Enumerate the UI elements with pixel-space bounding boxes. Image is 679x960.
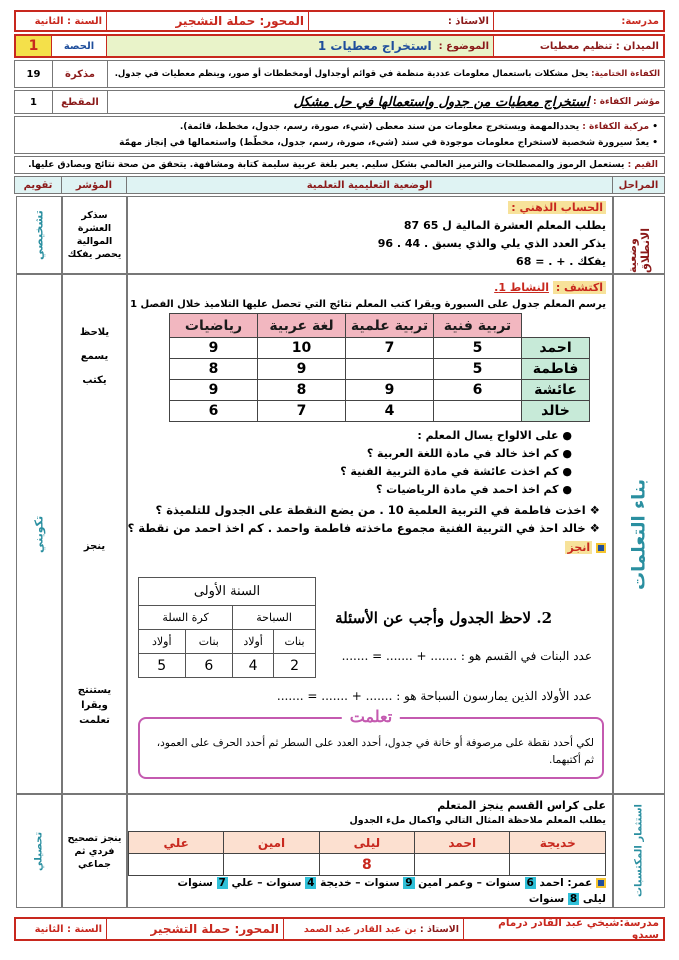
session-label-cell: [51, 36, 106, 56]
ex2-question-1: عدد البنات في القسم هو : ....... + ....... = .......: [341, 649, 592, 663]
topic-label: الموضوع :: [438, 40, 489, 52]
axis-value: حملة التشجير: [175, 14, 256, 28]
age-number: 8: [569, 893, 578, 905]
segment-value: 1: [30, 96, 37, 108]
launch-line-2: يذكر العدد الذي يلي والذي يسبق . 44 . 96: [377, 237, 606, 250]
invest-evaluation: تحصيلي: [33, 831, 45, 871]
session-value-cell: [16, 36, 51, 56]
ind-conclude: يستنتج ويقرا تعلمت: [77, 685, 112, 726]
ind-do: ينجز: [83, 541, 106, 552]
marks-cell: [434, 401, 522, 422]
question-item: ● كم اخذت عائشة في مادة التربية الفنية ؟: [340, 465, 572, 478]
achieve-line: [565, 541, 606, 554]
ages-text: سنوات – خديجة: [320, 877, 400, 889]
ages-text: سنوات: [177, 877, 213, 889]
col-evaluation: تقويم: [23, 179, 53, 191]
lesson-sheet: [14, 10, 665, 945]
small-table-sub: بنات: [274, 630, 316, 654]
question-item: ● كم اخذ احمد في مادة الرياضيات ؟: [375, 483, 572, 496]
marks-cell: 10: [258, 338, 346, 359]
session-value: 1: [28, 38, 39, 54]
small-table-value: 6: [185, 654, 233, 678]
ages-cell: [129, 854, 224, 876]
marks-cell: 9: [170, 380, 258, 401]
marks-row-name: فاطمة: [522, 359, 590, 380]
ages-text: ليلى: [582, 893, 606, 905]
ex2-title: [335, 609, 552, 627]
marks-cell: 9: [170, 338, 258, 359]
memo-label-cell: [52, 61, 107, 87]
pencil-icon: [596, 878, 606, 888]
indicator-cell: [107, 91, 664, 113]
marks-table: [169, 313, 590, 422]
invest-stage: استثمار المكتسبات: [633, 804, 645, 898]
marks-cell: 5: [434, 359, 522, 380]
learned-title: تعلمت: [342, 707, 400, 726]
launch-line-3: يفكك . + . = 68: [516, 255, 606, 268]
footer-axis-cell: [106, 919, 283, 939]
activity-intro: يرسم المعلم جدول على السبورة ويقرا كتب المعلم نتائج التي تحصل عليها التلاميذ خلال الفصل 1: [130, 299, 606, 310]
domain-value: تنظيم معطيات: [539, 40, 613, 52]
mental-calc-title: الحساب الذهني :: [508, 201, 606, 214]
ages-text: عمر: احمد: [539, 877, 593, 889]
values-row: [14, 156, 665, 174]
launch-content-cell: [127, 196, 613, 274]
marks-cell: 9: [258, 359, 346, 380]
invest-content-cell: [127, 794, 613, 908]
col-situation: الوضعية التعليمية التعلمية: [126, 177, 612, 193]
axis-label: المحور:: [259, 14, 304, 28]
marks-corner: [522, 314, 590, 338]
footer-teacher-label: الاستاذ :: [419, 923, 459, 935]
small-table-sub: بنات: [185, 630, 233, 654]
school-cell: [493, 12, 663, 30]
build-content-cell: [127, 274, 613, 794]
task-text: اخذت فاطمة في التربية العلمية 10 . من يضع النقطة على الجدول للتلميذة ؟: [155, 503, 586, 517]
marks-cell: 8: [258, 380, 346, 401]
age-number: 4: [307, 877, 315, 889]
ages-text: سنوات – علي: [231, 877, 302, 889]
marks-header-row: [170, 314, 590, 338]
build-indicator-cell: [62, 274, 127, 794]
component-label: مركبة الكفاءة :: [582, 122, 650, 132]
axis-cell: [106, 12, 308, 30]
indicator-label: مؤشر الكفاءة :: [593, 97, 660, 107]
questions-intro-text: على الالواح يسال المعلم :: [417, 429, 559, 442]
footer-teacher-cell: [283, 919, 463, 939]
question-item: ● كم اخذ خالد في مادة اللغة العربية ؟: [366, 447, 572, 460]
build-stage-cell: [613, 274, 665, 794]
ages-header: ليلى: [319, 832, 414, 854]
topic-value: استخراج معطيات 1: [317, 39, 432, 53]
component-text-2: يعدّ سيرورة شخصية لاستخراج معلومات موجودة في سند (شيء، صورة، رسم، جدول، مخطّط) واستعمالها في إنجاز مهمّة: [119, 138, 650, 148]
marks-header: تربية علمية: [346, 314, 434, 338]
ages-header: علي: [129, 832, 224, 854]
marks-cell: 6: [170, 401, 258, 422]
ex2-title-text: لاحظ الجدول وأجب عن الأسئلة: [335, 609, 532, 627]
memo-label: مذكرة: [65, 68, 95, 80]
ages-header: خديجة: [510, 832, 606, 854]
footer-axis-label: المحور:: [234, 922, 279, 936]
footer-school-cell: [463, 919, 663, 939]
marks-cell: [346, 359, 434, 380]
marks-cell: 7: [258, 401, 346, 422]
marks-row-name: خالد: [522, 401, 590, 422]
header-row: [14, 10, 665, 32]
question-text: كم اخذت عائشة في مادة التربية الفنية ؟: [340, 465, 559, 478]
ages-cell: 8: [319, 854, 414, 876]
ages-cell: [415, 854, 510, 876]
marks-header: لغة عربية: [258, 314, 346, 338]
small-table: [138, 577, 316, 678]
footer-teacher-name: بن عبد القادر عبد الصمد: [303, 923, 417, 935]
ages-text: سنوات: [528, 893, 565, 905]
small-table-group: كرة السلة: [139, 606, 233, 630]
footer-row: [14, 917, 665, 941]
marks-header: تربية فنية: [434, 314, 522, 338]
footer-axis-value: حملة التشجير: [150, 922, 231, 936]
small-table-value: 5: [139, 654, 186, 678]
year-label: السنة : الثانية: [34, 15, 102, 27]
launch-stage: وضعية الانطلاق: [626, 228, 652, 273]
indicator-row: [14, 90, 665, 114]
col-indicator: المؤشر: [61, 177, 126, 193]
discover-label: اكتشف :: [553, 281, 606, 294]
topic-cell: [106, 36, 493, 56]
component-text-1: يحددالمهمة ويستخرج معلومات من سند معطى (شيء، صورة، رسم، جدول، مخطط، قائمة).: [179, 122, 580, 132]
marks-row: [170, 359, 590, 380]
marks-cell: 7: [346, 338, 434, 359]
final-label: الكفاءة الختامية:: [591, 69, 660, 79]
segment-value-cell: [15, 91, 52, 113]
domain-row: [14, 34, 665, 58]
marks-row: [170, 338, 590, 359]
values-label: القيم :: [627, 160, 658, 170]
invest-line-1: على كراس القسم ينجز المتعلم: [437, 799, 606, 812]
ex2-number: 2.: [536, 609, 552, 627]
col-stages: المراحل: [612, 177, 664, 193]
domain-cell: [493, 36, 663, 56]
activity-label: النشاط 1.: [494, 281, 549, 294]
achieve-label: انجز: [567, 541, 591, 554]
column-header-row: [14, 176, 665, 194]
marks-cell: 4: [346, 401, 434, 422]
build-evaluation: تكويني: [32, 515, 46, 553]
ages-value-row: [129, 854, 606, 876]
launch-indicator-cell: [62, 196, 127, 274]
build-eval-cell: [16, 274, 62, 794]
age-number: 7: [218, 877, 226, 889]
footer-year-cell: [16, 919, 106, 939]
age-number: 6: [526, 877, 534, 889]
segment-label: المقطع: [61, 96, 99, 108]
teacher-cell: [308, 12, 493, 30]
learned-text: لكي أحدد نقطة على مرصوفة أو خانة في جدول، أحدد العدد على السطر ثم أحدد الحرف على العمود، ثم أكتبهما.: [156, 737, 594, 766]
task-item: ❖ اخذت فاطمة في التربية العلمية 10 . من يضع النقطة على الجدول للتلميذة ؟: [155, 503, 600, 517]
ind-write: يكتب: [82, 375, 107, 386]
learned-box: [138, 707, 604, 779]
age-number: 9: [405, 877, 413, 889]
values-text: يستعمل الرموز والمصطلحات والترميز العالمي بشكل سليم. يعبر بلغة عربية سليمة كتابة ومشافهة. يتحقق من صحة نتائج ويصادق عليها.: [28, 160, 625, 170]
task-item: ❖ خالد احذ في التربية الفنية مجموع ماخذته فاطمة واحمد . كم اخذ احمد من نقطة ؟: [127, 521, 600, 535]
small-table-group: السباحة: [233, 606, 316, 630]
question-text: كم اخذ خالد في مادة اللغة العربية ؟: [366, 447, 559, 460]
final-text: يحل مشكلات باستعمال معلومات عددية منظمة في قوائم أوجداول أومخططات أو صور، وينظم معطيات في جدول.: [114, 69, 589, 79]
launch-stage-cell: [613, 196, 665, 274]
ind-observe: يلاحظ: [79, 327, 110, 338]
marks-row-name: عائشة: [522, 380, 590, 401]
questions-intro: ● على الالواح يسال المعلم :: [417, 429, 572, 442]
small-table-value: 4: [233, 654, 274, 678]
pencil-icon: [596, 543, 606, 553]
segment-label-cell: [52, 91, 107, 113]
invest-stage-cell: [613, 794, 665, 908]
session-label: الحصة: [63, 40, 95, 52]
component-row: [14, 116, 665, 154]
ages-header: امين: [224, 832, 319, 854]
final-competence-cell: [107, 61, 664, 87]
component-line-1: • مركبة الكفاءة : يحددالمهمة ويستخرج معلومات من سند معطى (شيء، صورة، رسم، جدول، مخطط، قائمة).: [179, 122, 658, 132]
final-competence-row: [14, 60, 665, 88]
ages-cell: [510, 854, 606, 876]
year-cell: [16, 12, 106, 30]
invest-eval-cell: [16, 794, 62, 908]
small-table-sub: أولاد: [139, 630, 186, 654]
invest-line-2: يطلب المعلم ملاحظة المثال التالي واكمال ملء الجدول: [349, 815, 606, 826]
small-table-value: 2: [274, 654, 316, 678]
launch-eval-cell: [16, 196, 62, 274]
footer-year: السنة : الثانية: [34, 923, 102, 935]
small-table-sub: أولاد: [233, 630, 274, 654]
task-text: خالد احذ في التربية الفنية مجموع ماخذته فاطمة واحمد . كم اخذ احمد من نقطة ؟: [127, 521, 586, 535]
component-line-2: • يعدّ سيرورة شخصية لاستخراج معلومات موجودة في سند (شيء، صورة، رسم، جدول، مخطّط) واستعمالها في إنجاز مهمّة: [119, 138, 658, 148]
marks-cell: 6: [434, 380, 522, 401]
footer-school: مدرسة:شيخي عبد القادر درمام سيدو: [498, 917, 659, 941]
domain-label: الميدان :: [615, 40, 659, 52]
marks-row: [170, 401, 590, 422]
indicator-text: استخراج معطيات من جدول واستعمالها في حل مشكل: [293, 94, 590, 110]
marks-cell: 9: [346, 380, 434, 401]
ages-header-row: [129, 832, 606, 854]
ind-listen: يسمع: [80, 351, 109, 362]
marks-cell: 8: [170, 359, 258, 380]
ages-line-1: [178, 877, 606, 889]
launch-line-1: يطلب المعلم العشرة المالية ل 65 87: [403, 219, 606, 232]
discover-line: [494, 281, 606, 294]
marks-row: [170, 380, 590, 401]
ages-header: احمد: [415, 832, 510, 854]
marks-cell: 5: [434, 338, 522, 359]
marks-header: رياضيات: [170, 314, 258, 338]
ages-table: [128, 831, 606, 876]
memo-value-cell: [15, 61, 52, 87]
school-label: مدرسة:: [621, 15, 659, 27]
invest-indicator: ينجز تصحيح فردي ثم جماعي: [67, 832, 122, 870]
memo-value: 19: [26, 68, 41, 80]
ages-text: سنوات – وعمر امين: [418, 877, 521, 889]
teacher-label: الاستاذ :: [447, 15, 489, 27]
question-text: كم اخذ احمد في مادة الرياضيات ؟: [375, 483, 559, 496]
ages-cell: [224, 854, 319, 876]
small-table-title: السنة الأولى: [139, 578, 316, 606]
marks-row-name: احمد: [522, 338, 590, 359]
ages-line-2: [529, 893, 606, 905]
invest-indicator-cell: [62, 794, 127, 908]
launch-evaluation: تشخيصي: [32, 210, 46, 260]
build-stage: بناء التعلمات: [628, 478, 650, 590]
ex2-question-2: عدد الأولاد الذين يمارسون السباحة هو : ....... + ....... = .......: [276, 689, 592, 703]
launch-indicator: سذكر العشرة الموالية يحصر يفكك: [67, 210, 122, 260]
